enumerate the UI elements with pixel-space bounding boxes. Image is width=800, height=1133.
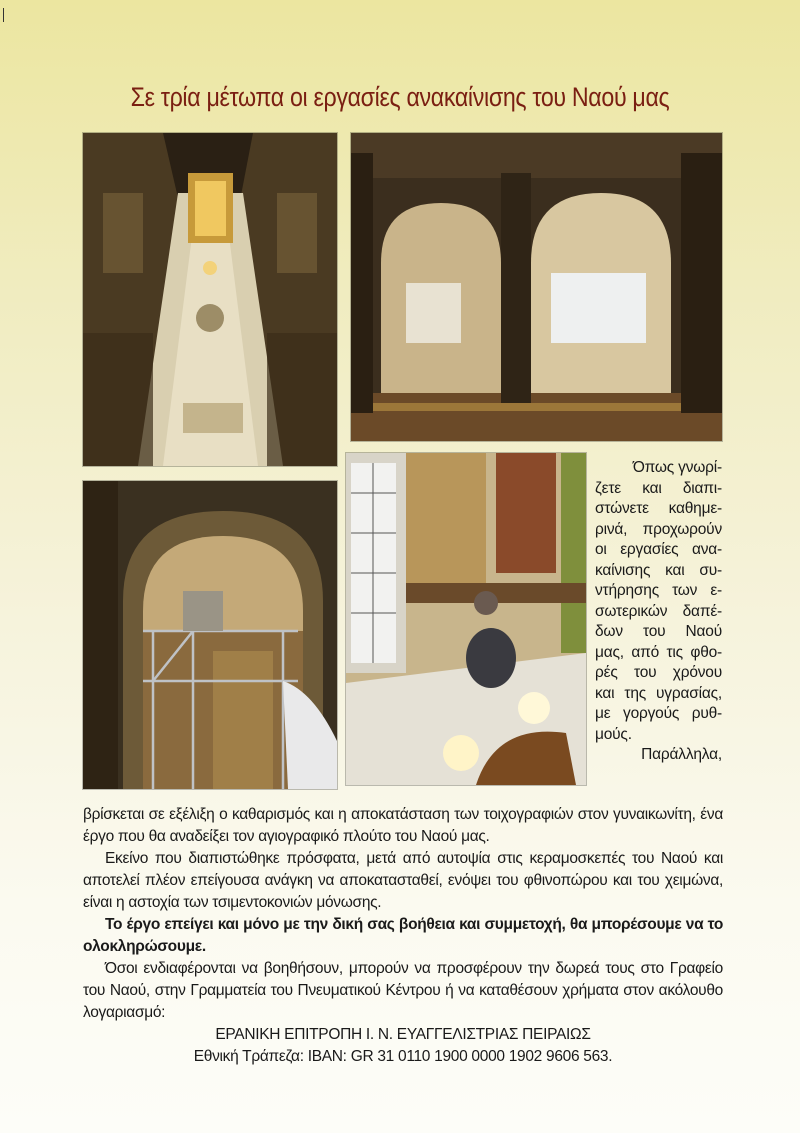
side-line: ρές του χρόνου <box>595 664 722 681</box>
photo-scaffolding-arch <box>83 481 337 789</box>
side-line: μούς. <box>595 725 632 743</box>
side-line: με γοργούς ρυθ- <box>595 705 722 722</box>
page-title: Σε τρία μέτωπα οι εργασίες ανακαίνισης του Ναού μας <box>130 82 670 112</box>
side-line: ζετε και διαπι- <box>595 479 722 497</box>
side-line: στώνετε καθημε- <box>595 500 722 517</box>
photo-church-interior <box>83 133 337 466</box>
side-line: ρινά, προχωρούν <box>595 520 722 538</box>
side-line: καίνισης και συ- <box>595 561 722 579</box>
photo-wall-restoration-worker <box>346 453 586 785</box>
account-iban: Εθνική Τράπεζα: IBAN: GR 31 0110 1900 0000 1902 9606 563. <box>193 1048 613 1065</box>
paragraph-appeal: Το έργο επείγει και μόνο με την δική σας βοήθεια και συμμετοχή, θα μπορέσουμε να το ολοκληρώσουμε. <box>83 916 723 955</box>
paragraph-restoration: βρίσκεται σε εξέλιξη ο καθαρισμός και η αποκατάσταση των τοιχογραφιών στον γυναικωνίτη, ένα έργο που θα αναδείξει τον αγιογραφικό πλούτο του Ναού μας. <box>83 806 723 845</box>
crop-mark <box>3 8 4 22</box>
side-line: μας, από τις φθο- <box>595 643 722 661</box>
paragraph-donation: Όσοι ενδιαφέρονται να βοηθήσουν, μπορούν να προσφέρουν την δωρεά τους στο Γραφείο του Ναού, στην Γραμματεία του Πνευματικού Κέντρου ή να καταθέσουν χρήματα στον ακόλουθο λογαριασμό: <box>83 960 723 1021</box>
article-body <box>83 804 723 1068</box>
side-text-column <box>595 458 722 766</box>
side-line: Όπως γνωρί- <box>632 459 722 476</box>
side-line: και της υγρασίας, <box>595 684 722 702</box>
side-line: δων του Ναού <box>595 623 722 640</box>
side-line: ντήρησης των ε- <box>595 582 722 599</box>
side-line: οι εργασίες ανα- <box>595 541 722 558</box>
paragraph-roof: Εκείνο που διαπιστώθηκε πρόσφατα, μετά από αυτοψία στις κεραμοσκεπές του Ναού και αποτελεί πλέον επείγουσα ανάγκη να αποκατασταθεί, ενόψει του φθινοπώρου και του χειμώνα, είναι η αστοχία των τσιμεντοκονιών μόνωσης. <box>83 850 723 911</box>
side-line: Παράλληλα, <box>641 746 722 763</box>
account-name: ΕΡΑΝΙΚΗ ΕΠΙΤΡΟΠΗ Ι. Ν. ΕΥΑΓΓΕΛΙΣΤΡΙΑΣ ΠΕΙΡΑΙΩΣ <box>215 1026 591 1043</box>
side-line: σωτερικών δαπέ- <box>595 602 722 620</box>
photo-gallery-arches <box>351 133 722 441</box>
